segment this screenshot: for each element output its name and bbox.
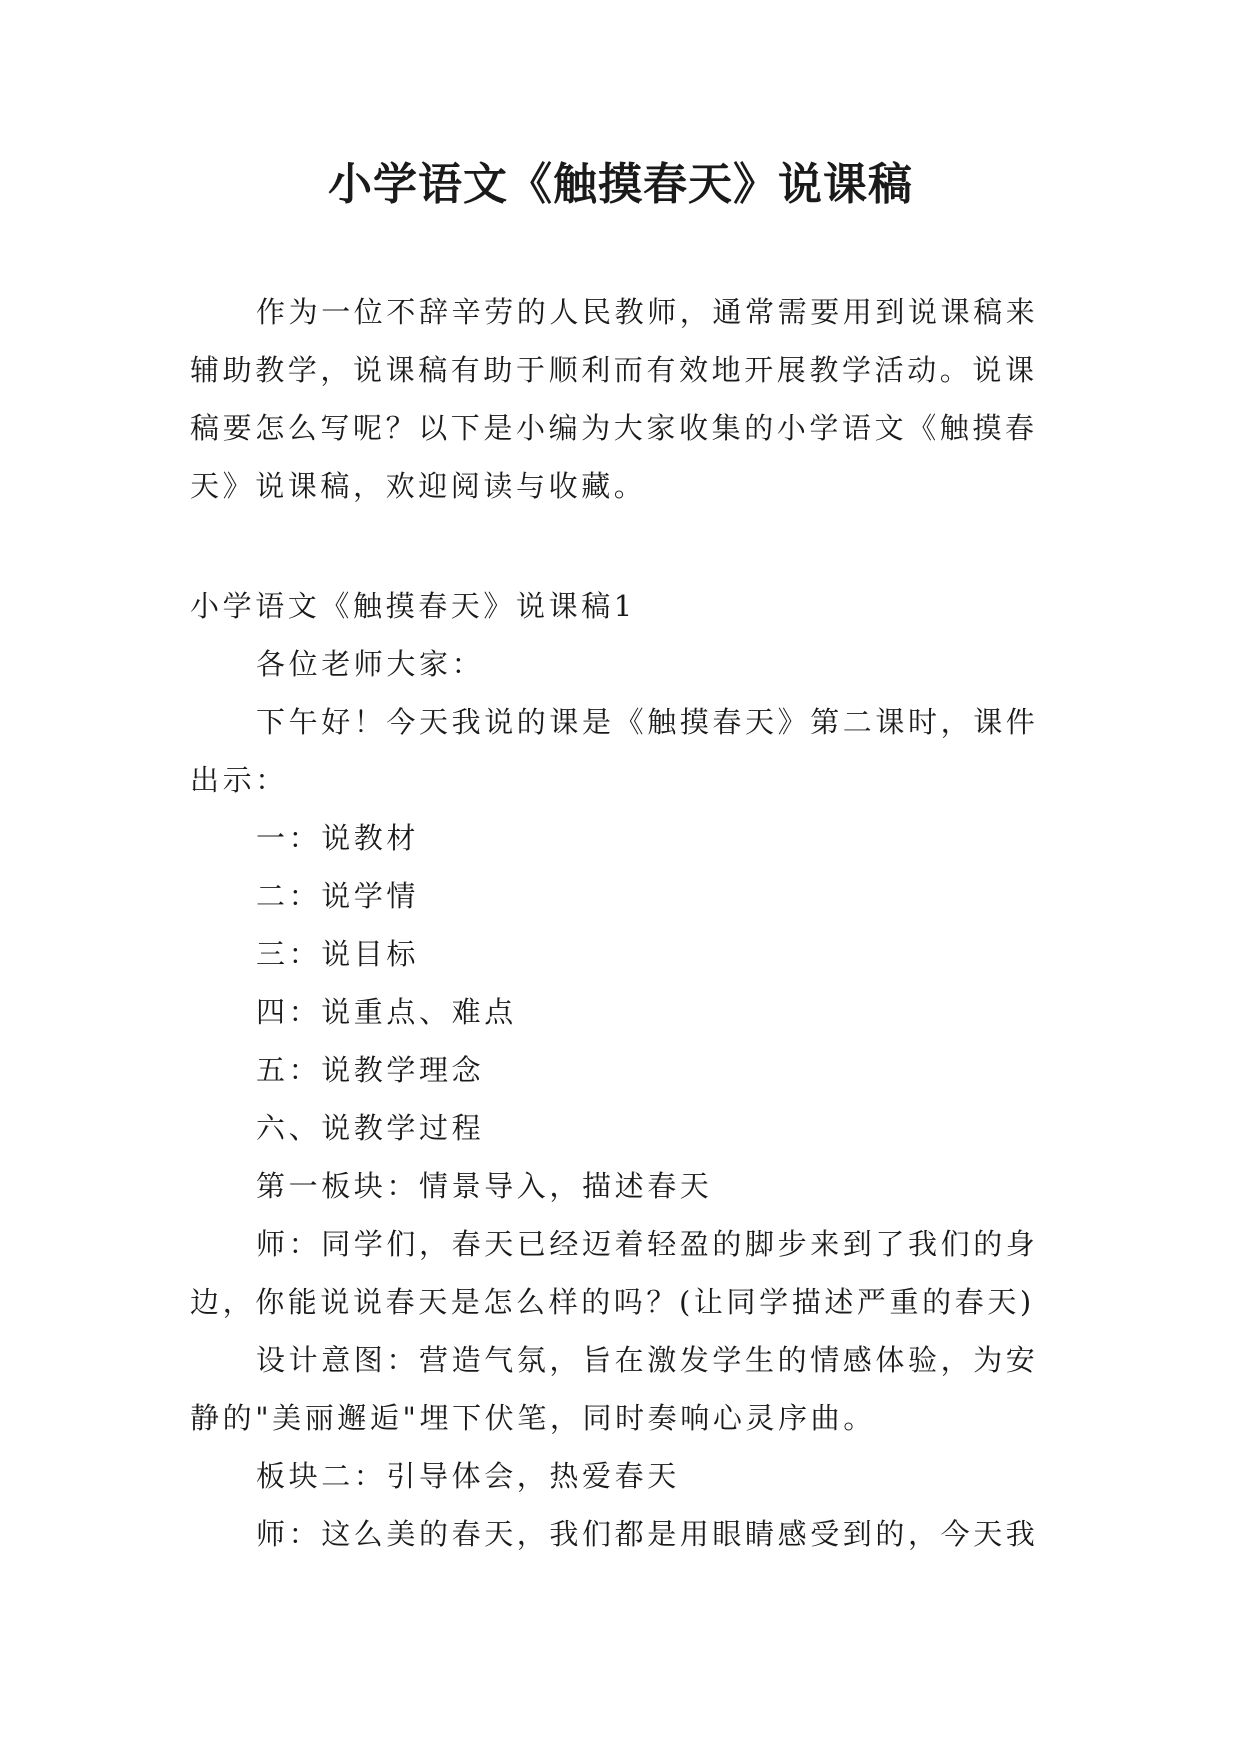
outline-item-6: 六、说教学过程 [256, 1111, 485, 1145]
outline-item-3: 三：说目标 [256, 937, 420, 971]
greeting-paragraph: 各位老师大家： [256, 647, 485, 681]
block-one-heading: 第一板块：情景导入，描述春天 [256, 1169, 713, 1203]
teacher-paragraph-2: 师：这么美的春天，我们都是用眼睛感受到的，今天我 [256, 1517, 1039, 1551]
document-title: 小学语文《触摸春天》说课稿 [328, 159, 913, 210]
design-intent-paragraph: 设计意图：营造气氛，旨在激发学生的情感体验，为安静的"美丽邂逅"埋下伏笔，同时奏响心灵序曲。 [190, 1343, 1039, 1435]
intro-paragraph: 作为一位不辞辛劳的人民教师，通常需要用到说课稿来辅助教学，说课稿有助于顺利而有效地开展教学活动。说课稿要怎么写呢？以下是小编为大家收集的小学语文《触摸春天》说课稿，欢迎阅读与收藏。 [190, 295, 1039, 503]
outline-item-2: 二：说学情 [256, 879, 420, 913]
document-body [190, 283, 1056, 1563]
block-two-heading: 板块二：引导体会，热爱春天 [256, 1459, 680, 1493]
opening-paragraph: 下午好！今天我说的课是《触摸春天》第二课时，课件出示： [190, 705, 1039, 797]
section-heading: 小学语文《触摸春天》说课稿1 [190, 589, 636, 623]
outline-item-5: 五：说教学理念 [256, 1053, 485, 1087]
outline-item-4: 四：说重点、难点 [256, 995, 517, 1029]
outline-item-1: 一：说教材 [256, 821, 420, 855]
teacher-paragraph-1: 师：同学们，春天已经迈着轻盈的脚步来到了我们的身边，你能说说春天是怎么样的吗？(让同学描述严重的春天) [190, 1227, 1039, 1319]
